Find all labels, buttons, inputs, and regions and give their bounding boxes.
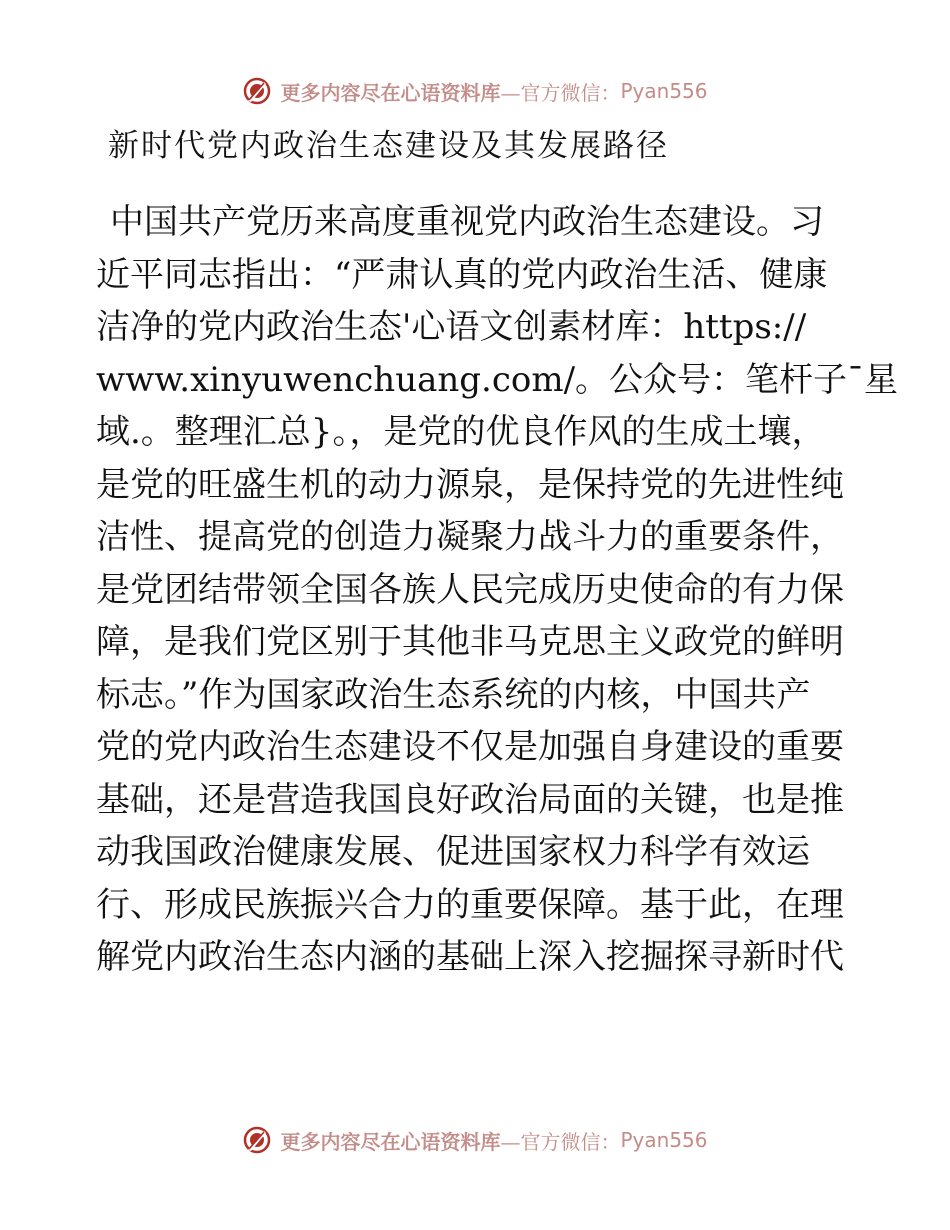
banner-separator: —官方微信： bbox=[500, 80, 621, 105]
banner-text: 更多内容尽在心语资料库 bbox=[280, 80, 501, 105]
banner-contact: Pyan556 bbox=[620, 1128, 708, 1152]
banner-separator: —官方微信： bbox=[500, 1129, 621, 1154]
quill-logo-icon bbox=[242, 1125, 272, 1155]
body-line: 动我国政治健康发展、促进国家权力科学有效运 bbox=[96, 832, 810, 872]
body-line: 是党团结带领全国各族人民完成历史使命的有力保 bbox=[96, 569, 844, 610]
document-title: 新时代党内政治生态建设及其发展路径 bbox=[108, 128, 669, 164]
body-line: www.xinyuwenchuang.com/。公众号：笔杆子¯星 bbox=[96, 359, 899, 400]
footer-banner bbox=[0, 1120, 950, 1160]
body-line: 标志。”作为国家政治生态系统的内核，中国共产 bbox=[96, 674, 811, 715]
body-line: 中国共产党历来高度重视党内政治生态建设。习 bbox=[110, 202, 824, 242]
banner-contact: Pyan556 bbox=[620, 79, 708, 103]
body-line: 域.。整理汇总}。，是党的优良作风的生成土壤， bbox=[96, 412, 826, 452]
body-line: 洁性、提高党的创造力凝聚力战斗力的重要条件， bbox=[96, 517, 844, 557]
body-line: 基础，还是营造我国良好政治局面的关键，也是推 bbox=[96, 779, 844, 820]
body-line: 障，是我们党区别于其他非马克思主义政党的鲜明 bbox=[96, 622, 844, 662]
banner-text: 更多内容尽在心语资料库 bbox=[280, 1129, 501, 1154]
document-body bbox=[96, 196, 899, 984]
body-line: 行、形成民族振兴合力的重要保障。基于此，在理 bbox=[96, 884, 844, 925]
body-line: 是党的旺盛生机的动力源泉，是保持党的先进性纯 bbox=[96, 464, 844, 505]
body-line: 近平同志指出：“严肃认真的党内政治生活、健康 bbox=[96, 254, 828, 295]
body-line: 党的党内政治生态建设不仅是加强自身建设的重要 bbox=[96, 727, 844, 767]
body-line: 洁净的党内政治生态'心语文创素材库：https:// bbox=[96, 307, 807, 347]
header-banner bbox=[0, 71, 950, 111]
body-line: 解党内政治生态内涵的基础上深入挖掘探寻新时代 bbox=[96, 937, 844, 977]
quill-logo-icon bbox=[242, 76, 272, 106]
